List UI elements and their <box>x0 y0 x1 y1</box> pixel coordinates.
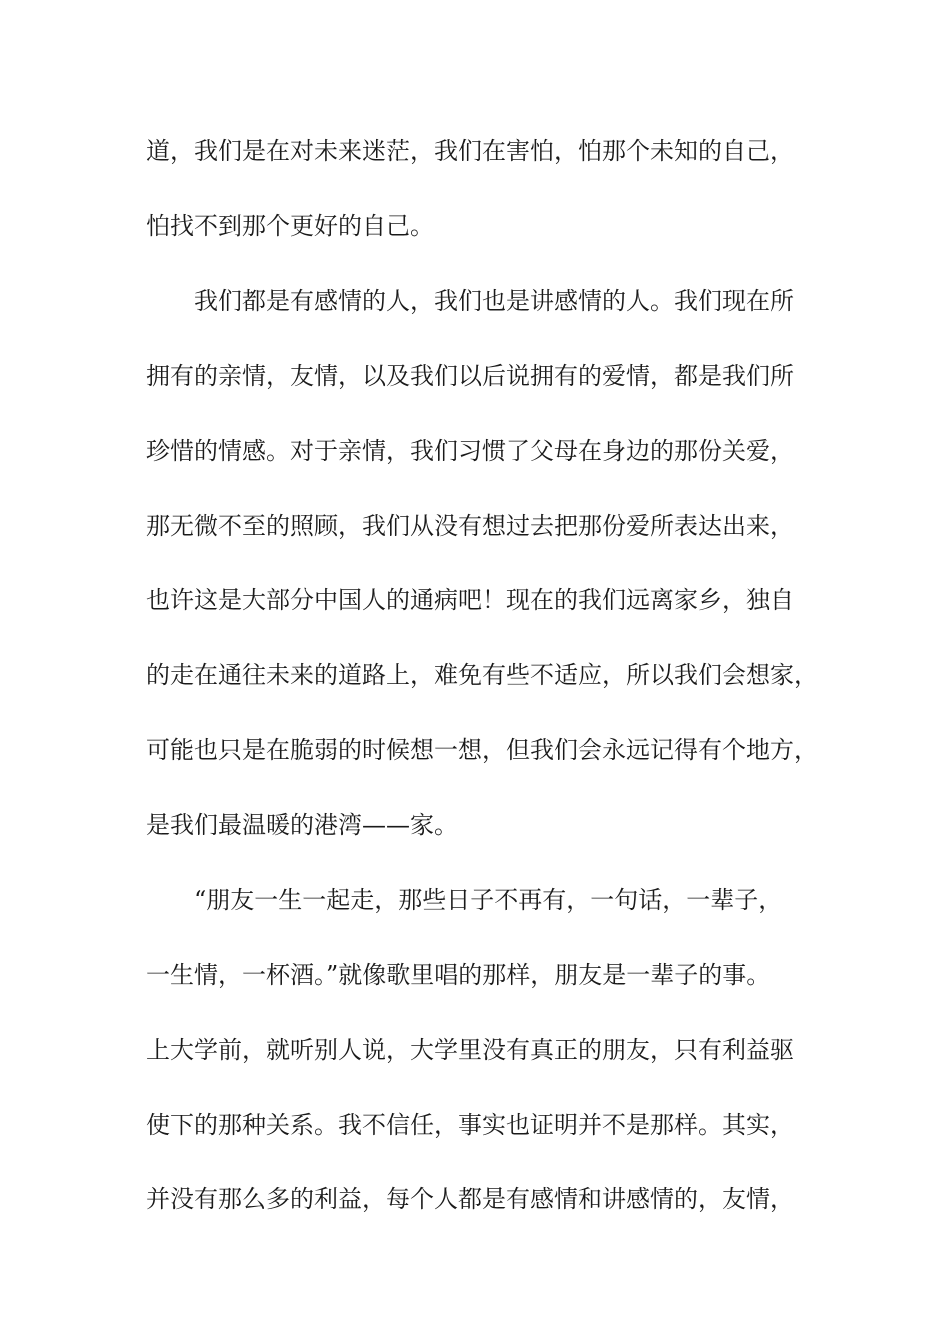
paragraph-start-line: 我们都是有感情的人，我们也是讲感情的人。我们现在所 <box>194 287 794 315</box>
text-line: 上大学前，就听别人说，大学里没有真正的朋友，只有利益驱 <box>146 1036 794 1064</box>
text-line: 怕找不到那个更好的自己。 <box>146 212 434 240</box>
text-line: 也许这是大部分中国人的通病吧！现在的我们远离家乡，独自 <box>146 586 794 614</box>
text-line: 道，我们是在对未来迷茫，我们在害怕，怕那个未知的自己， <box>146 137 794 165</box>
text-line: 是我们最温暖的港湾——家。 <box>146 811 458 839</box>
text-line: 的走在通往未来的道路上，难免有些不适应，所以我们会想家， <box>146 661 818 689</box>
text-line: 拥有的亲情，友情，以及我们以后说拥有的爱情，都是我们所 <box>146 362 794 390</box>
text-line: 珍惜的情感。对于亲情，我们习惯了父母在身边的那份关爱， <box>146 437 794 465</box>
text-line: 可能也只是在脆弱的时候想一想，但我们会永远记得有个地方， <box>146 736 818 764</box>
text-line: 一生情，一杯酒。”就像歌里唱的那样，朋友是一辈子的事。 <box>146 961 771 989</box>
paragraph-start-line: “朋友一生一起走，那些日子不再有，一句话，一辈子， <box>194 886 783 914</box>
text-line: 并没有那么多的利益，每个人都是有感情和讲感情的，友情， <box>146 1185 794 1213</box>
text-line: 使下的那种关系。我不信任，事实也证明并不是那样。其实， <box>146 1111 794 1139</box>
text-line: 那无微不至的照顾，我们从没有想过去把那份爱所表达出来， <box>146 512 794 540</box>
